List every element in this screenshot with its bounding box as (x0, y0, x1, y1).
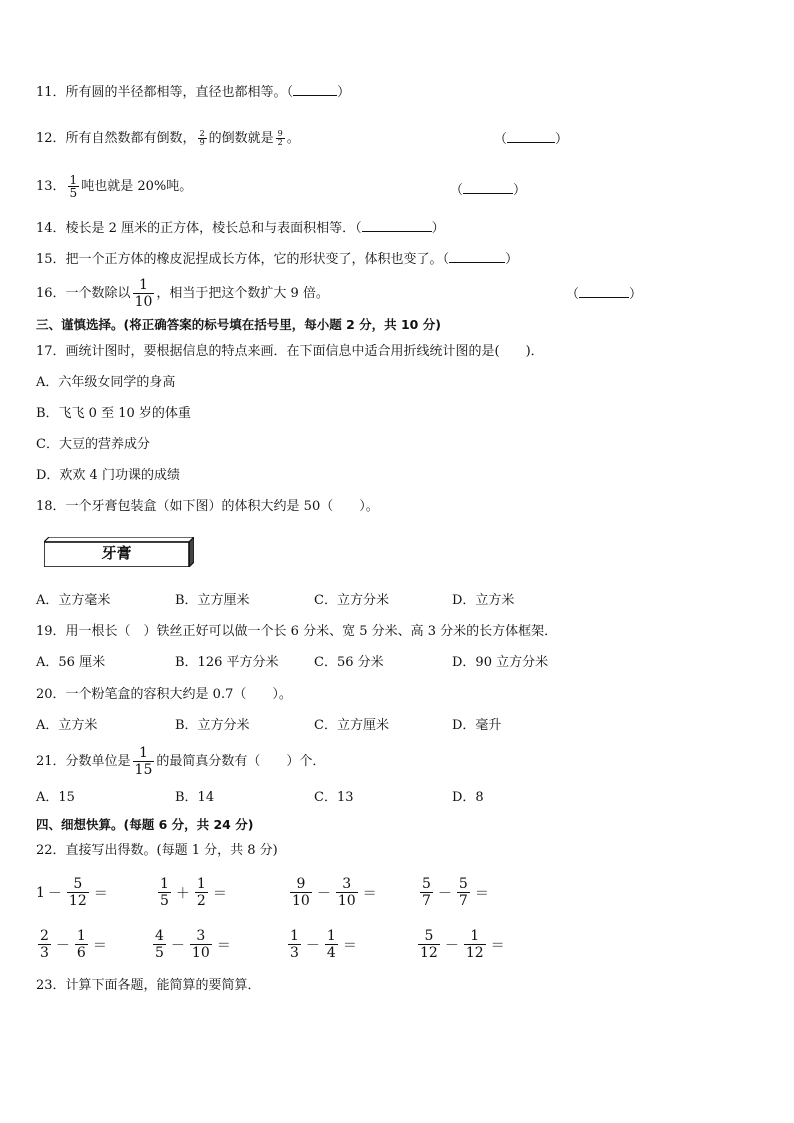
denominator: 7 (422, 893, 431, 909)
option-b[interactable]: B．126 平方分米 (175, 655, 279, 670)
question-text: 把一个正方体的橡皮泥捏成长方体，它的形状变了，体积也变了。 (65, 252, 443, 267)
numerator: 5 (418, 928, 440, 945)
option-d[interactable]: D．90 立方分米 (452, 655, 549, 670)
question-text: 一个数除以 (65, 286, 131, 301)
question-12 (36, 128, 300, 150)
numerator: 9 (290, 876, 312, 893)
operator: － (47, 885, 62, 902)
operator: ＋ (175, 885, 190, 902)
operator: － (305, 937, 320, 954)
denominator: 9 (199, 138, 205, 147)
question-14 (36, 219, 445, 238)
denominator: 12 (465, 945, 484, 961)
paren-open: （ (566, 287, 580, 302)
expression-4 (418, 876, 492, 909)
answer-bracket-16 (566, 285, 642, 304)
equals-sign: ＝ (93, 885, 108, 902)
fraction (38, 928, 51, 961)
option-d[interactable]: D．欢欢 4 门功课的成绩 (36, 468, 180, 483)
answer-blank[interactable] (362, 219, 432, 232)
denominator: 7 (458, 893, 468, 909)
numerator: 2 (199, 129, 205, 138)
option-a[interactable]: A．六年级女同学的身高 (36, 375, 176, 390)
answer-blank[interactable] (579, 285, 629, 298)
equals-sign: ＝ (342, 937, 357, 954)
numerator: 1 (69, 173, 78, 187)
fraction (336, 876, 358, 909)
fraction (457, 876, 470, 909)
question-11 (36, 83, 350, 102)
question-text: 的倒数就是 (208, 131, 274, 146)
option-c[interactable]: C．13 (314, 790, 354, 805)
answer-blank[interactable] (293, 83, 337, 96)
option-b[interactable]: B．立方分米 (175, 718, 250, 733)
numerator: 1 (196, 876, 206, 892)
operator: － (437, 885, 452, 902)
numerator: 1 (160, 876, 169, 892)
integer: 1 (36, 884, 45, 901)
answer-blank[interactable] (449, 250, 505, 263)
numerator: 1 (76, 928, 86, 944)
paren-open: （ (494, 132, 508, 147)
question-22: 22．直接写出得数。(每题 1 分，共 8 分) (36, 843, 278, 858)
paren-close: ） (505, 252, 519, 267)
numerator: 1 (133, 745, 155, 762)
fraction (190, 928, 212, 961)
paren-close: ） (629, 287, 643, 302)
question-16 (36, 276, 329, 312)
numerator: 5 (422, 876, 431, 892)
question-13 (36, 170, 192, 204)
expression-3 (288, 876, 380, 909)
equals-sign: ＝ (212, 885, 227, 902)
numerator: 3 (336, 876, 358, 893)
question-text: 所有圆的半径都相等，直径也都相等。 (65, 85, 287, 100)
denominator: 3 (40, 945, 49, 961)
expression-7 (286, 928, 360, 961)
answer-bracket-12 (494, 130, 568, 149)
question-number: 16． (36, 286, 66, 301)
option-c[interactable]: C．56 分米 (314, 655, 384, 670)
expression-5 (36, 928, 110, 961)
fraction (325, 928, 338, 961)
equals-sign: ＝ (474, 885, 489, 902)
paren-open: （ (355, 221, 362, 236)
denominator: 10 (292, 893, 310, 909)
fraction (288, 928, 301, 961)
equals-sign: ＝ (490, 937, 505, 954)
answer-blank[interactable] (463, 181, 513, 194)
equals-sign: ＝ (92, 937, 107, 954)
paren-close: ） (337, 85, 351, 100)
option-a[interactable]: A．15 (36, 790, 75, 805)
option-c[interactable]: C．立方厘米 (314, 718, 389, 733)
question-18: 18．一个牙膏包装盒（如下图）的体积大约是 50（ ）。 (36, 499, 379, 514)
paren-open: （ (286, 85, 294, 100)
paren-open: （ (450, 183, 464, 198)
denominator: 15 (134, 762, 153, 778)
numerator: 5 (67, 876, 89, 893)
question-21 (36, 744, 325, 780)
equals-sign: ＝ (216, 937, 231, 954)
question-17: 17．画统计图时，要根据信息的特点来画．在下面信息中适合用折线统计图的是( )． (36, 344, 544, 359)
fraction (153, 928, 166, 961)
section-heading-3: 三、谨慎选择。(将正确答案的标号填在括号里，每小题 2 分，共 10 分) (36, 317, 441, 332)
fraction (290, 876, 312, 909)
section-heading-4: 四、细想快算。(每题 6 分，共 24 分) (36, 817, 254, 832)
numerator: 1 (290, 928, 299, 944)
paren-open: （ (442, 252, 450, 267)
option-a[interactable]: A．立方毫米 (36, 593, 111, 608)
fraction (195, 876, 208, 909)
denominator: 5 (160, 893, 169, 909)
denominator: 2 (277, 138, 283, 147)
fraction (158, 876, 171, 909)
question-number: 12． (36, 131, 66, 146)
expression-6 (151, 928, 234, 961)
question-23: 23．计算下面各题，能简算的要简算． (36, 978, 261, 993)
numerator: 1 (133, 277, 155, 294)
option-c[interactable]: C．立方分米 (314, 593, 389, 608)
operator: － (316, 885, 331, 902)
option-d[interactable]: D．立方米 (452, 593, 515, 608)
question-15 (36, 250, 518, 269)
numerator: 1 (326, 928, 336, 944)
question-text: 吨也就是 20%吨。 (81, 179, 193, 194)
question-text: ，相当于把这个数扩大 9 倍。 (156, 286, 329, 301)
paren-close: ） (431, 221, 445, 236)
option-a[interactable]: A．立方米 (36, 718, 98, 733)
numerator: 9 (277, 129, 283, 138)
option-b[interactable]: B．立方厘米 (175, 593, 250, 608)
denominator: 12 (68, 893, 87, 909)
option-a[interactable]: A．56 厘米 (36, 655, 106, 670)
fraction (75, 928, 88, 961)
fraction (198, 130, 207, 147)
numerator: 2 (40, 928, 49, 944)
expression-8 (416, 928, 508, 961)
denominator: 2 (196, 893, 206, 909)
denominator: 12 (420, 945, 438, 961)
answer-blank[interactable] (507, 130, 555, 143)
numerator: 1 (464, 928, 486, 945)
fraction (464, 928, 486, 961)
question-text: 。 (286, 131, 300, 146)
option-b[interactable]: B．飞飞 0 至 10 岁的体重 (36, 406, 191, 421)
denominator: 6 (76, 945, 86, 961)
answer-bracket-13 (450, 181, 526, 200)
question-number: 14． (36, 221, 66, 236)
fraction (68, 174, 80, 199)
fraction (133, 277, 155, 310)
box-label: 牙膏 (101, 544, 132, 562)
option-c[interactable]: C．大豆的营养成分 (36, 437, 150, 452)
question-19: 19．用一根长（ ）铁丝正好可以做一个长 6 分米、宽 5 分米、高 3 分米的长方体框架． (36, 624, 558, 639)
denominator: 10 (191, 945, 210, 961)
denominator: 4 (326, 945, 336, 961)
numerator: 4 (155, 928, 164, 944)
denominator: 5 (155, 945, 164, 961)
denominator: 10 (134, 294, 153, 310)
operator: － (170, 937, 185, 954)
denominator: 3 (290, 945, 299, 961)
numerator: 3 (190, 928, 212, 945)
question-number: 11． (36, 85, 66, 100)
fraction (276, 130, 285, 147)
equals-sign: ＝ (362, 885, 377, 902)
question-number: 15． (36, 252, 66, 267)
operator: － (55, 937, 70, 954)
option-d[interactable]: D．8 (452, 790, 484, 805)
operator: － (444, 937, 459, 954)
denominator: 10 (337, 893, 356, 909)
question-number: 13． (36, 179, 66, 194)
option-d[interactable]: D．毫升 (452, 718, 502, 733)
question-text: 所有自然数都有倒数， (65, 131, 196, 146)
expression-1 (36, 876, 111, 909)
question-20: 20．一个粉笔盒的容积大约是 0.7（ ）。 (36, 687, 292, 702)
fraction (133, 745, 155, 778)
option-b[interactable]: B．14 (175, 790, 215, 805)
paren-close: ） (555, 132, 569, 147)
fraction (420, 876, 433, 909)
question-text: 棱长是 2 厘米的正方体，棱长总和与表面积相等． (65, 221, 356, 236)
numerator: 5 (458, 876, 468, 892)
question-text: 21．分数单位是 (36, 754, 131, 769)
question-text: 的最简真分数有（ ）个． (156, 754, 326, 769)
expression-2 (156, 876, 230, 909)
fraction (418, 928, 440, 961)
fraction (67, 876, 89, 909)
paren-close: ） (513, 183, 527, 198)
denominator: 5 (69, 186, 78, 200)
